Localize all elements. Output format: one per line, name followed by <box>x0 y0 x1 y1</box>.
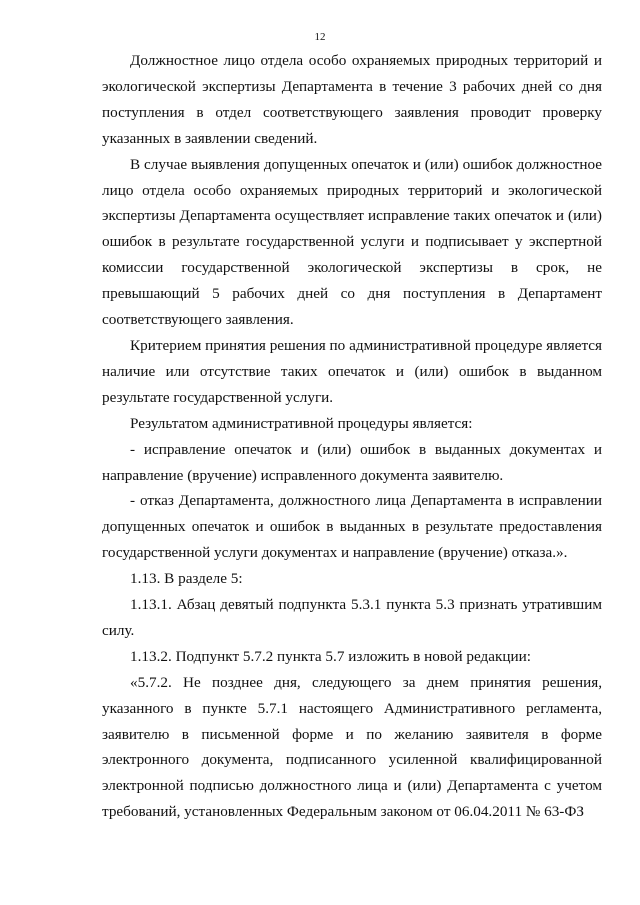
paragraph-1-13-2: 1.13.2. Подпункт 5.7.2 пункта 5.7 изложить в новой редакции: <box>130 647 531 665</box>
paragraph-result-correction: - исправление опечаток и (или) ошибок в выданных документах и направление (вручение) исправленного документа заявителю. <box>102 440 602 484</box>
paragraph-error-correction: В случае выявления допущенных опечаток и (или) ошибок должностное лицо отдела особо охраняемых природных территорий и экологической экспертизы Департамента осуществляет исправление таких опечаток и (или) ошибок в результате государственной услуги и подписывает у экспертной комиссии государственной экологической экспертизы в срок, не превышающий 5 рабочих дней со дня поступления в Департамент соответствующего заявления. <box>102 155 602 329</box>
paragraph-result-refusal: - отказ Департамента, должностного лица Департамента в исправлении допущенных опечаток и ошибок в выданных в результате предоставления государственной услуги документах и направление (вручение) отказа.». <box>102 492 602 562</box>
paragraph-verification: Должностное лицо отдела особо охраняемых природных территорий и экологической экспертизы Департамента в течение 3 рабочих дней со дня поступления в отдел соответствующего заявления проводит проверку указанных в заявлении сведений. <box>102 52 602 147</box>
document-body <box>102 48 602 825</box>
paragraph-section-5: 1.13. В разделе 5: <box>130 570 243 588</box>
paragraph-result-heading: Результатом административной процедуры является: <box>130 414 473 432</box>
paragraph-decision-criterion: Критерием принятия решения по административной процедуре является наличие или отсутствие таких опечаток и (или) ошибок в выданном результате государственной услуги. <box>102 336 602 406</box>
page-number: 12 <box>314 31 326 43</box>
paragraph-1-13-1: 1.13.1. Абзац девятый подпункта 5.3.1 пункта 5.3 признать утратившим силу. <box>102 596 602 639</box>
paragraph-5-7-2: «5.7.2. Не позднее дня, следующего за днем принятия решения, указанного в пункте 5.7.1 настоящего Административного регламента, заявителю в письменной форме и по желанию заявителя в форме электронного документа, подписанного усиленной квалифицированной электронной подписью должностного лица и (или) Департамента с учетом требований, установленных Федеральным законом от 06.04.2011 № 63-ФЗ <box>102 673 602 821</box>
